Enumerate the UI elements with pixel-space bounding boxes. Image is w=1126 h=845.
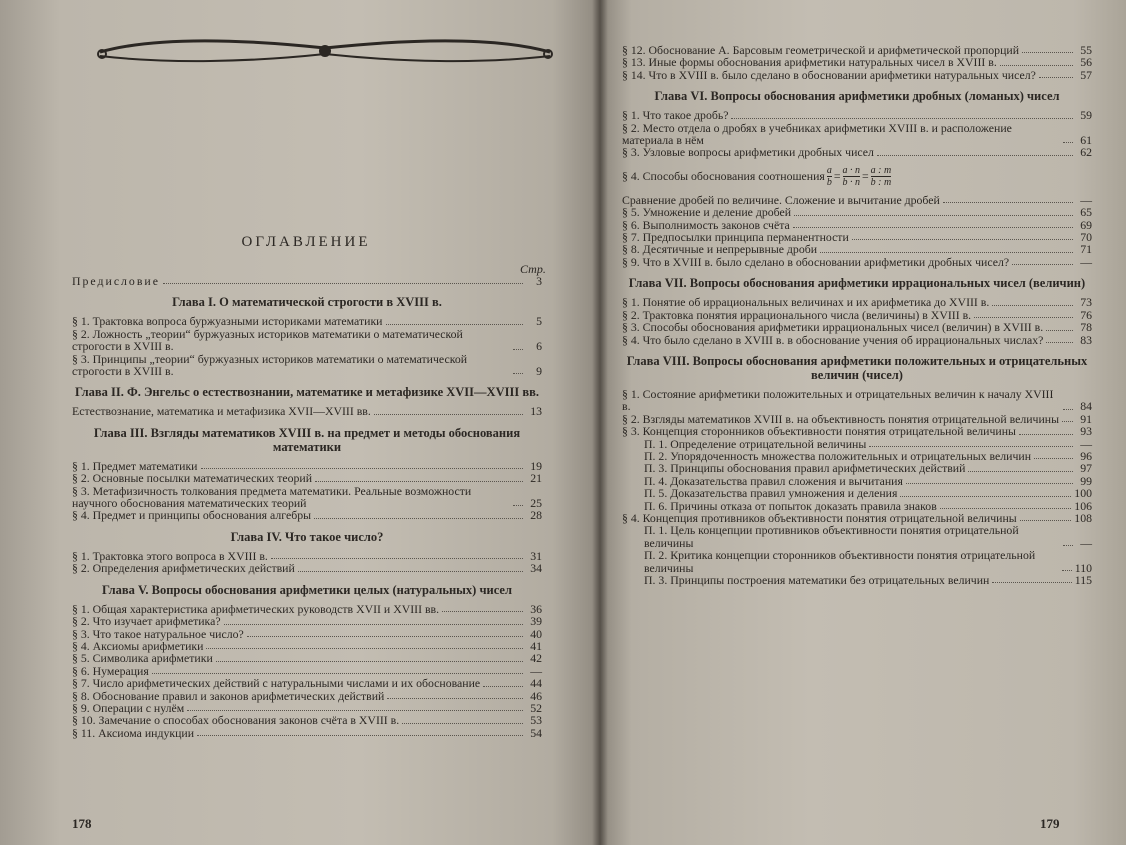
entry-page: 99 [1080,473,1092,488]
entry-page: 57 [1080,67,1092,82]
entry-page: 106 [1074,498,1092,513]
dot-leader [298,571,523,572]
entry-page: 21 [530,471,542,486]
toc-entry [72,405,542,417]
dot-leader [206,648,523,649]
toc-entry [622,206,1092,218]
dot-leader [794,215,1073,216]
entry-title: П. 3. Принципы построения математики без отрицательных величин [644,573,990,587]
entry-page: 31 [530,548,542,563]
dot-leader [793,227,1073,228]
entry-title: § 6. Выполнимость законов счёта [622,217,790,232]
toc-entry [72,509,542,521]
entry-title: § 10. Замечание о способах обоснования законов счёта в XVIII в. [72,713,400,728]
dot-leader [197,735,523,736]
dot-leader [1062,570,1072,571]
dot-leader [906,483,1073,484]
entry-page: 6 [536,339,542,354]
entry-page: 84 [1080,399,1092,414]
dot-leader [877,155,1073,156]
chapter-heading: Глава IV. Что такое число? [230,529,384,544]
dot-leader [216,661,523,662]
chapter-heading: Глава II. Ф. Энгельс о естествознании, математике и метафизике XVII—XVIII вв. [75,385,539,400]
entry-page: 76 [1080,307,1092,322]
dot-leader [187,710,523,711]
entry-title: § 2. Основные посылки математических теорий [72,471,313,486]
dot-leader [1000,65,1073,66]
entry-title: § 2. Взгляды математиков XVIII в. на объективность понятия отрицательной величины [622,411,1060,426]
toc-title: ОГЛАВЛЕНИЕ [241,234,371,250]
dot-leader [1063,409,1073,410]
dot-leader [940,508,1072,509]
dot-leader [852,239,1073,240]
toc-entry [72,315,542,327]
dot-leader [513,349,523,350]
entry-page: 115 [1074,573,1092,587]
entry-page: 3 [536,274,542,288]
entry-page: 19 [530,458,542,473]
entry-title: П. 1. Цель концепции противников объективности понятия отрицательной величины [644,523,1019,550]
entry-page: 110 [1074,560,1092,575]
entry-title: § 11. Аксиома индукции [72,725,195,740]
dot-leader [1020,520,1072,521]
chapter-heading: Глава I. О математической строгости в XVIII в. [172,295,442,310]
fraction [843,165,861,188]
toc-entry [622,321,1092,333]
entry-title: § 4. Способы обоснования соотношения [622,169,825,184]
entry-page: 83 [1080,332,1092,347]
dot-leader [374,414,523,415]
entry-page: — [1080,535,1092,550]
numerator: a : m [870,164,892,176]
dot-leader [731,118,1073,119]
entry-page: 52 [530,700,542,715]
right-page-number: 179 [1040,816,1060,831]
entry-title: § 1. Трактовка этого вопроса в XVIII в. [72,548,268,563]
entry-page: 65 [1080,205,1092,220]
preface-entry [72,275,542,287]
dot-leader [513,373,523,374]
denominator: b · n [842,176,860,188]
entry-page: 34 [530,561,542,576]
entry-page: 61 [1080,133,1092,148]
entry-title: § 1. Предмет математики [72,458,198,473]
chapter-heading: Глава III. Взгляды математиков XVIII в. на предмет и методы обоснования математики [93,425,521,454]
dot-leader [974,317,1073,318]
dot-leader [820,252,1073,253]
toc-subentry [622,524,1092,549]
toc-entry [72,615,542,627]
entry-page: 5 [536,314,542,329]
toc-entry [72,677,542,689]
entry-title: § 3. Способы обоснования арифметики иррациональных чисел (величин) в XVIII в. [622,320,1044,335]
entry-page: 54 [530,725,542,740]
entry-page: 70 [1080,230,1092,245]
toc-subentry [622,462,1092,474]
left-page-number: 178 [72,816,92,831]
entry-title: § 2. Определения арифметических действий [72,561,295,576]
entry-page: 91 [1080,411,1092,426]
dot-leader [1034,458,1073,459]
entry-title: § 3. Что такое натуральное число? [72,626,244,641]
dot-leader [1039,77,1073,78]
dot-leader [163,283,523,284]
chapter-heading: Глава VI. Вопросы обоснования арифметики дробных (ломаных) чисел [654,89,1060,104]
entry-page: 73 [1080,295,1092,310]
entry-title: § 5. Умножение и деление дробей [622,205,792,220]
dot-leader [1063,142,1073,143]
denominator: b [826,176,832,188]
dot-leader [1063,545,1073,546]
toc-entry [72,714,542,726]
entry-page: — [1080,436,1092,451]
entry-title: § 9. Что в XVIII в. было сделано в обосновании арифметики дробных чисел? [622,254,1010,269]
entry-title: П. 5. Доказательства правил умножения и деления [644,486,898,501]
entry-page: 96 [1080,448,1092,463]
toc-entry [622,122,1092,147]
toc-entry [622,256,1092,268]
dot-leader [387,698,523,699]
entry-page: 59 [1080,108,1092,123]
entry-page: 13 [530,404,542,419]
entry-title: § 1. Состояние арифметики положительных и отрицательных величин к началу XVIII в. [622,386,1054,414]
toc-entry [622,334,1092,346]
toc-subentry [622,549,1092,574]
entry-title: § 1. Трактовка вопроса буржуазными историками математики [72,314,383,329]
toc-entry [622,388,1092,413]
toc-entry [622,109,1092,121]
toc-entry [622,296,1092,308]
toc-subentry [622,574,1092,586]
entry-title: § 2. Место отдела о дробях в учебниках арифметики XVIII в. и расположение материала в нём [622,120,1012,148]
entry-title: § 1. Общая характеристика арифметических руководств XVII и XVIII вв. [72,601,440,616]
entry-title: § 2. Что изучает арифметика? [72,614,221,629]
entry-title: § 14. Что в XVIII в. было сделано в обосновании арифметики натуральных чисел? [622,67,1036,82]
toc-entry [622,69,1092,81]
left-toc-list [72,275,542,739]
entry-page: 40 [530,626,542,641]
entry-title: П. 2. Критика концепции сторонников объективности понятия отрицательной величины [644,548,1036,575]
entry-title: § 3. Узловые вопросы арифметики дробных чисел [622,145,874,160]
entry-title: § 6. Нумерация [72,663,149,678]
dot-leader [402,723,523,724]
entry-title: § 3. Концепция сторонников объективности понятия отрицательной величины [622,424,1016,439]
entry-title: П. 3. Принципы обоснования правил арифметических действий [644,461,966,476]
dot-leader [869,446,1073,447]
ornament-header [90,30,560,70]
entry-page: 71 [1080,242,1092,257]
dot-leader [152,673,523,674]
toc-entry [622,243,1092,255]
dot-leader [992,582,1071,583]
equals-sign: = [833,169,841,184]
entry-title: § 12. Обоснование А. Барсовым геометрической и арифметической пропорций [622,43,1020,57]
dot-leader [992,305,1073,306]
entry-title: § 9. Операции с нулём [72,700,185,715]
entry-page: 44 [530,676,542,691]
dot-leader [1046,330,1073,331]
numerator: a [826,164,832,176]
entry-title: § 13. Иные формы обоснования арифметики натуральных чисел в XVIII в. [622,55,997,70]
entry-title: § 8. Десятичные и непрерывные дроби [622,242,818,257]
dot-leader [943,202,1073,203]
entry-title: § 8. Обоснование правил и законов арифметических действий [72,688,385,703]
toc-subentry [622,487,1092,499]
dot-leader [271,558,523,559]
entry-title: § 7. Число арифметических действий с натуральными числами и их обоснование [72,676,481,691]
dot-leader [1012,264,1073,265]
fraction [871,165,892,188]
toc-entry [72,472,542,484]
right-toc-list [622,44,1092,586]
entry-page: — [1080,254,1092,269]
entry-page: 93 [1080,424,1092,439]
toc-entry [72,562,542,574]
entry-title: П. 4. Доказательства правил сложения и вычитания [644,473,903,488]
toc-entry [622,165,1092,188]
dot-leader [442,611,523,612]
entry-title: Естествознание, математика и метафизика XVII—XVIII вв. [72,404,371,419]
entry-title: Сравнение дробей по величине. Сложение и вычитание дробей [622,192,940,207]
entry-title: П. 1. Определение отрицательной величины [644,436,867,451]
toc-entry [72,652,542,664]
entry-page: — [1080,192,1092,207]
dot-leader [1022,52,1073,53]
entry-title: § 4. Аксиомы арифметики [72,638,204,653]
entry-page: 25 [530,496,542,511]
entry-title: П. 6. Причины отказа от попыток доказать правила знаков [644,498,937,513]
dot-leader [201,468,524,469]
dot-leader [315,481,523,482]
entry-page: 46 [530,688,542,703]
entry-title: § 7. Предпосылки принципа перманентности [622,230,849,245]
entry-page: 41 [530,638,542,653]
entry-title: П. 2. Упорядоченность множества положительных и отрицательных величин [644,448,1032,463]
dot-leader [483,686,523,687]
entry-title: § 2. Трактовка понятия иррационального числа (величины) в XVIII в. [622,307,972,322]
entry-page: — [530,663,542,678]
chapter-heading: Глава VII. Вопросы обоснования арифметики иррациональных чисел (величин) [628,276,1086,291]
chapter-heading: Глава VIII. Вопросы обоснования арифметики положительных и отрицательных величин (чисел) [626,353,1088,382]
dot-leader [247,636,523,637]
entry-title: Предисловие [72,274,160,288]
entry-page: 28 [530,508,542,523]
entry-title: § 1. Понятие об иррациональных величинах и их арифметика до XVIII в. [622,295,990,310]
toc-entry [622,146,1092,158]
dot-leader [1062,421,1073,422]
entry-page: 97 [1080,461,1092,476]
toc-entry [622,425,1092,437]
pages-column-header: Стр. [520,262,546,276]
entry-title: § 5. Символика арифметики [72,651,213,666]
entry-page: 53 [530,713,542,728]
entry-page: 100 [1074,486,1092,501]
book-gutter [592,0,608,845]
denominator: b : m [870,176,892,188]
entry-page: 78 [1080,320,1092,335]
toc-entry [622,56,1092,68]
dot-leader [224,624,523,625]
fraction [827,165,832,188]
entry-title: § 2. Ложность „теории“ буржуазных историков математики о математической строгости в XVIII в. [72,326,463,354]
entry-page: 39 [530,614,542,629]
numerator: a · n [842,164,860,176]
dot-leader [1046,342,1073,343]
entry-page: 69 [1080,217,1092,232]
entry-title: § 1. Что такое дробь? [622,108,729,123]
dot-leader [386,324,524,325]
toc-entry [72,328,542,353]
entry-title: § 4. Концепция противников объективности понятия отрицательной величины [622,510,1017,525]
chapter-heading: Глава V. Вопросы обоснования арифметики целых (натуральных) чисел [102,582,512,597]
toc-entry [72,353,542,378]
dot-leader [900,496,1071,497]
entry-page: 62 [1080,145,1092,160]
entry-title: § 4. Что было сделано в XVIII в. в обоснование учения об иррациональных числах? [622,332,1044,347]
entry-page: 108 [1074,510,1092,525]
entry-page: 56 [1080,55,1092,70]
entry-page: 36 [530,601,542,616]
dot-leader [968,471,1073,472]
equals-sign: = [862,169,869,184]
dot-leader [1019,434,1073,435]
entry-page: 55 [1080,43,1092,57]
entry-title: § 3. Метафизичность толкования предмета математики. Реальные возможности научного обоснования математических теорий [72,483,472,511]
dot-leader [314,518,523,519]
entry-page: 9 [536,364,542,379]
entry-title: § 3. Принципы „теории“ буржуазных историков математики о математической строгости в XVIII в. [72,351,468,379]
toc-entry [72,485,542,510]
toc-entry [72,727,542,739]
entry-page: 42 [530,651,542,666]
entry-title: § 4. Предмет и принципы обоснования алгебры [72,508,312,523]
dot-leader [513,505,523,506]
